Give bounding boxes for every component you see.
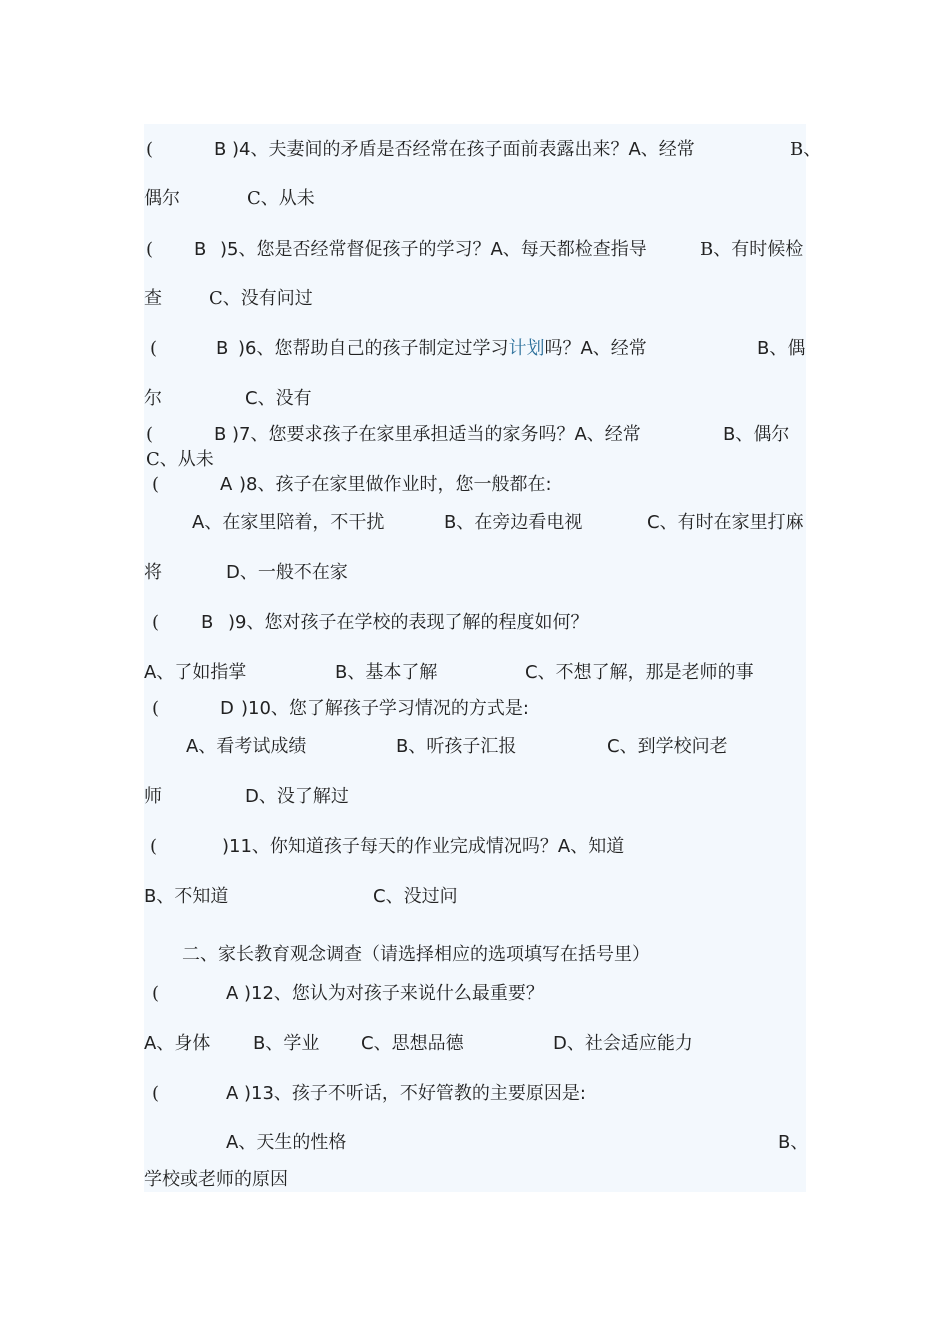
continuation: 学校或老师的原因	[144, 1169, 288, 1190]
option-d: D、没了解过	[245, 786, 349, 807]
document-panel	[144, 124, 809, 1192]
option-b: B、在旁边看电视	[444, 512, 583, 533]
paren-open: (	[152, 474, 160, 495]
option-c: C、到学校问老	[607, 736, 728, 757]
continuation: 查	[144, 288, 162, 309]
paren-open: (	[146, 239, 154, 260]
option-b: B、基本了解	[335, 662, 438, 683]
question-text: )9、您对孩子在学校的表现了解的程度如何？	[228, 612, 589, 633]
paren-open: (	[152, 1083, 160, 1104]
option-b: B、偶尔	[723, 424, 790, 445]
question-text: )11、你知道孩子每天的作业完成情况吗？A、知道	[222, 836, 625, 857]
continuation: 将	[144, 562, 162, 583]
answer: B	[216, 338, 229, 359]
continuation: 尔	[144, 388, 162, 409]
answer: B	[201, 612, 214, 633]
question-text: )8、孩子在家里做作业时，您一般都在:	[239, 474, 552, 495]
option-a: A、身体	[144, 1033, 211, 1054]
option-c: C、从未	[146, 449, 214, 470]
paren-open: (	[150, 338, 158, 359]
answer: A	[220, 474, 233, 495]
option-d: D、社会适应能力	[553, 1033, 693, 1054]
option-a: A、看考试成绩	[186, 736, 307, 757]
option-a: A、了如指掌	[144, 662, 247, 683]
option-c: C、从未	[247, 188, 315, 209]
option-b: B、不知道	[144, 886, 229, 907]
answer: B	[214, 139, 227, 160]
continuation: 师	[144, 786, 162, 807]
option-c: C、有时在家里打麻	[647, 512, 804, 533]
paren-open: (	[152, 698, 160, 719]
option-a: A、天生的性格	[226, 1132, 347, 1153]
option-a: A、在家里陪着，不干扰	[192, 512, 385, 533]
option-d: D、一般不在家	[226, 562, 348, 583]
option-b: B、	[778, 1132, 809, 1153]
option-b: B、	[790, 139, 822, 160]
answer: D	[220, 698, 234, 719]
continuation: 偶尔	[144, 188, 180, 209]
question-text: )4、夫妻间的矛盾是否经常在孩子面前表露出来？A、经常	[232, 139, 695, 160]
question-text: )7、您要求孩子在家里承担适当的家务吗？A、经常	[232, 424, 641, 445]
paren-open: (	[150, 836, 158, 857]
option-c: C、不想了解，那是老师的事	[525, 662, 754, 683]
question-text: )13、孩子不听话，不好管教的主要原因是:	[244, 1083, 586, 1104]
plan-link[interactable]: 计划	[508, 338, 545, 359]
answer: B	[194, 239, 207, 260]
option-c: C、思想品德	[361, 1033, 464, 1054]
option-b: B、学业	[253, 1033, 320, 1054]
question-text: )6、您帮助自己的孩子制定过学习计划吗？A、经常	[238, 338, 647, 359]
paren-open: (	[152, 983, 160, 1004]
paren-open: (	[146, 139, 154, 160]
option-b: B、听孩子汇报	[396, 736, 517, 757]
paren-open: (	[152, 612, 160, 633]
option-b: B、偶	[757, 338, 806, 359]
question-text: )12、您认为对孩子来说什么最重要？	[244, 983, 544, 1004]
answer: A	[226, 1083, 239, 1104]
answer: B	[214, 424, 227, 445]
answer: A	[226, 983, 239, 1004]
paren-open: (	[146, 424, 154, 445]
section-title: 二、家长教育观念调查（请选择相应的选项填写在括号里）	[182, 944, 650, 965]
option-c: C、没有问过	[209, 288, 313, 309]
option-c: C、没过问	[373, 886, 458, 907]
question-text: )10、您了解孩子学习情况的方式是:	[241, 698, 529, 719]
option-c: C、没有	[245, 388, 312, 409]
question-text: )5、您是否经常督促孩子的学习？A、每天都检查指导	[220, 239, 647, 260]
option-b: B、有时候检	[700, 239, 804, 260]
